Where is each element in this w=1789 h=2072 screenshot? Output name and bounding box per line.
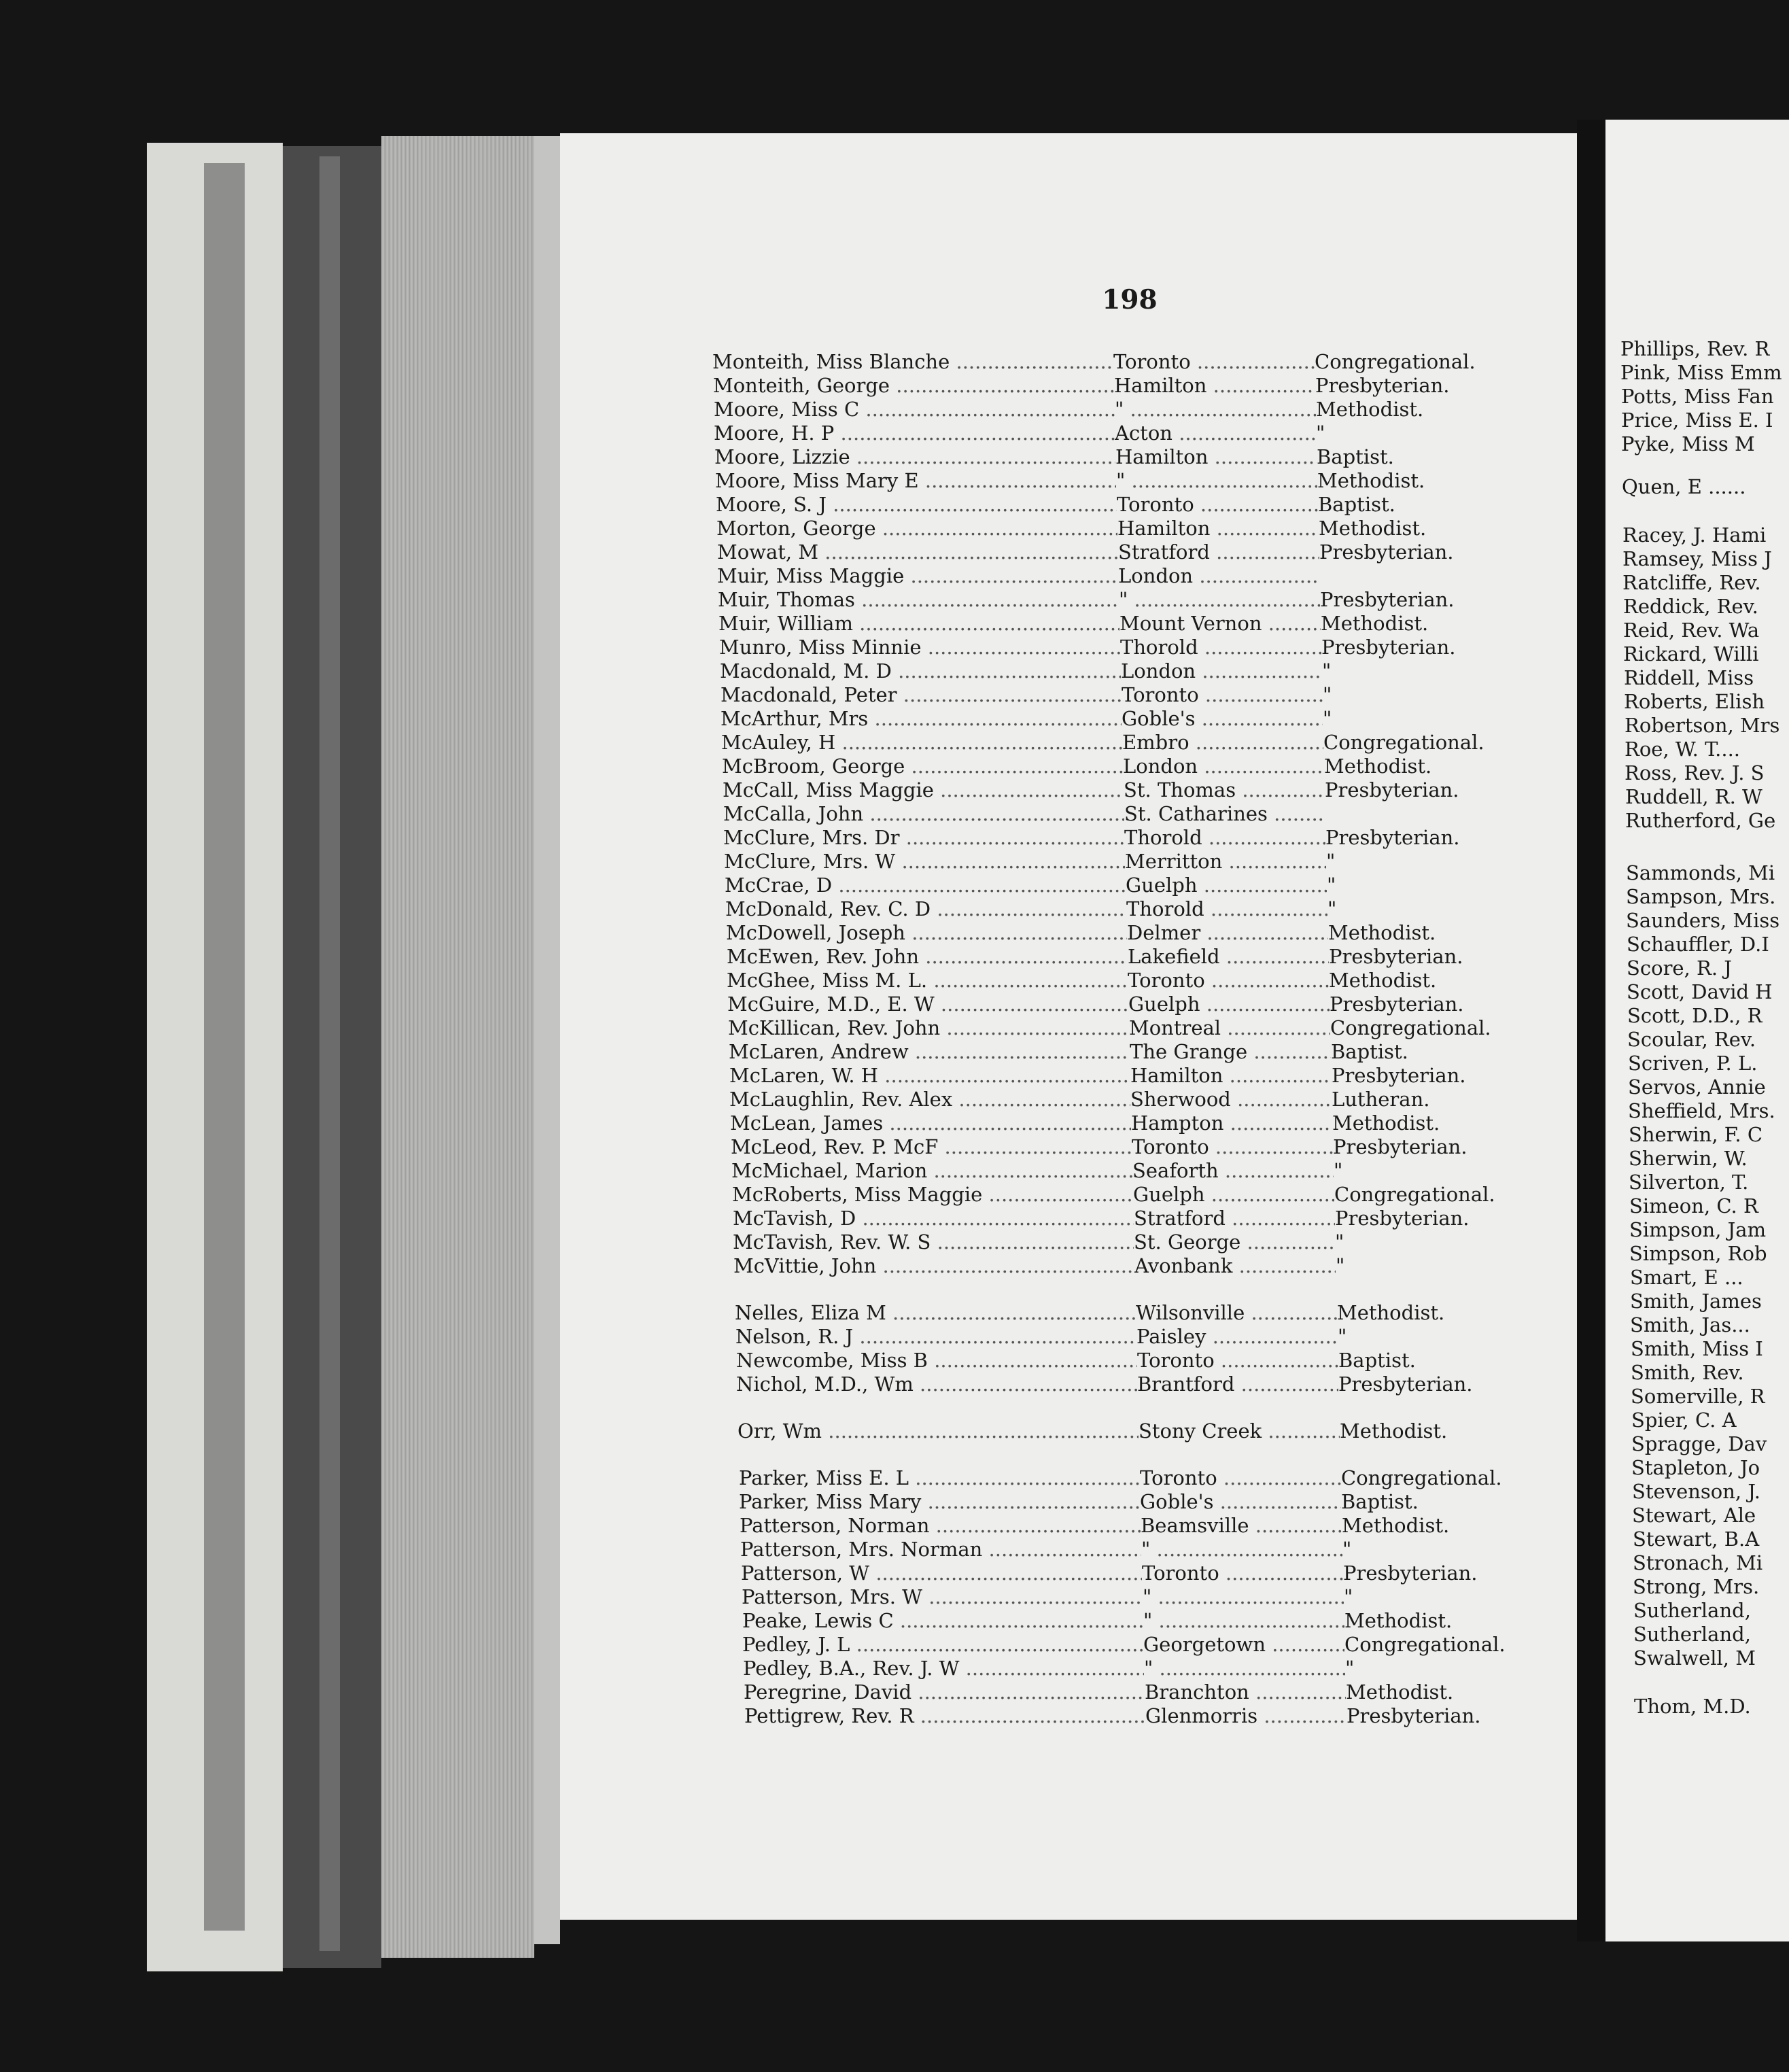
entry-name: Macdonald, Peter ..... bbox=[720, 683, 1122, 707]
entry-name: McLaughlin, Rev. Alex ..... bbox=[729, 1088, 1130, 1111]
next-page-entry: Ruddell, R. W bbox=[1625, 785, 1762, 808]
entry-name: McLeod, Rev. P. McF ..... bbox=[731, 1135, 1132, 1159]
next-page-entry: Stevenson, J. bbox=[1632, 1480, 1760, 1503]
entry-name: McKillican, Rev. John ..... bbox=[728, 1016, 1129, 1040]
entry-name: Moore, Miss C ..... bbox=[714, 398, 1115, 421]
entry-place: Embro ..... bbox=[1122, 731, 1323, 755]
entry-place: Hamilton ..... bbox=[1115, 445, 1317, 469]
entry-name: Peake, Lewis C ..... bbox=[742, 1609, 1143, 1633]
entry-denomination: " bbox=[1327, 897, 1337, 920]
entry-denomination: Methodist. bbox=[1337, 1301, 1445, 1324]
entry-name: Patterson, W ..... bbox=[741, 1561, 1142, 1585]
entry-denomination: Baptist. bbox=[1338, 1349, 1416, 1372]
next-page-entry: Swalwell, M bbox=[1633, 1646, 1756, 1670]
next-page-entry: Stewart, B.A bbox=[1633, 1527, 1760, 1551]
entry-name: Pettigrew, Rev. R ..... bbox=[744, 1704, 1145, 1728]
next-page-entry: Stronach, Mi bbox=[1633, 1551, 1763, 1574]
entry-place: Branchton ..... bbox=[1145, 1680, 1346, 1704]
entry-denomination: " bbox=[1336, 1254, 1345, 1277]
next-page-entry: Smith, James bbox=[1630, 1290, 1762, 1313]
entry-denomination: Presbyterian. bbox=[1319, 540, 1454, 564]
next-page-entry: Sheffield, Mrs. bbox=[1628, 1099, 1775, 1122]
entry-place: Avonbank ..... bbox=[1134, 1254, 1336, 1278]
entry-place: Wilsonville ..... bbox=[1136, 1301, 1337, 1325]
entry-name: Pedley, J. L ..... bbox=[742, 1633, 1143, 1657]
next-page-entry: Reddick, Rev. bbox=[1623, 595, 1758, 618]
entry-name: McCall, Miss Maggie ..... bbox=[723, 778, 1124, 802]
entry-place: Goble's ..... bbox=[1122, 707, 1323, 731]
entry-name: Parker, Miss Mary ..... bbox=[739, 1490, 1140, 1514]
entry-name: Nelles, Eliza M ..... bbox=[735, 1301, 1136, 1325]
entry-denomination: Methodist. bbox=[1340, 1419, 1448, 1443]
entry-denomination: Methodist. bbox=[1317, 469, 1425, 492]
entry-denomination: " bbox=[1323, 707, 1332, 730]
entry-name: Orr, Wm ..... bbox=[737, 1419, 1139, 1443]
next-page-entry: Smart, E ... bbox=[1630, 1266, 1743, 1289]
entry-denomination: " bbox=[1335, 1230, 1344, 1254]
entry-denomination: Congregational. bbox=[1344, 1633, 1506, 1656]
entry-name: McClure, Mrs. Dr ..... bbox=[723, 826, 1124, 850]
next-page-entry: Servos, Annie bbox=[1628, 1075, 1766, 1099]
entry-name: Mowat, M ..... bbox=[717, 540, 1118, 564]
entry-denomination: Presbyterian. bbox=[1333, 1135, 1467, 1158]
entry-name: Munro, Miss Minnie ..... bbox=[719, 636, 1120, 659]
next-page-entry: Reid, Rev. Wa bbox=[1623, 619, 1760, 642]
entry-denomination: Methodist. bbox=[1324, 755, 1432, 778]
entry-name: Patterson, Mrs. Norman ..... bbox=[740, 1538, 1141, 1561]
entry-name: Nichol, M.D., Wm ..... bbox=[736, 1372, 1137, 1396]
next-page-entry: Riddell, Miss bbox=[1624, 666, 1754, 689]
entry-place: Stratford ..... bbox=[1134, 1207, 1335, 1230]
entry-place: Toronto ..... bbox=[1137, 1349, 1338, 1372]
entry-place: Seaforth ..... bbox=[1132, 1159, 1334, 1183]
entry-name: McRoberts, Miss Maggie ..... bbox=[732, 1183, 1133, 1207]
entry-denomination: Presbyterian. bbox=[1343, 1561, 1478, 1585]
entry-place: Mount Vernon ..... bbox=[1119, 612, 1321, 636]
next-page-entry: Simpson, Jam bbox=[1629, 1218, 1767, 1241]
entry-name: McBroom, George ..... bbox=[722, 755, 1123, 778]
entry-name: Parker, Miss E. L ..... bbox=[739, 1466, 1140, 1490]
next-page-entry: Somerville, R bbox=[1631, 1385, 1765, 1408]
next-page-entry: Rickard, Willi bbox=[1623, 642, 1759, 666]
entry-place: Thorold ..... bbox=[1120, 636, 1321, 659]
entry-denomination: Presbyterian. bbox=[1325, 826, 1460, 849]
page-stack bbox=[381, 136, 534, 1958]
entry-name: Macdonald, M. D ..... bbox=[720, 659, 1121, 683]
next-page-entry: Scriven, P. L. bbox=[1628, 1052, 1758, 1075]
next-page-entry: Pyke, Miss M bbox=[1621, 432, 1755, 455]
entry-place: " ..... bbox=[1119, 588, 1320, 612]
entry-name: McTavish, D ..... bbox=[733, 1207, 1134, 1230]
next-page-cropped bbox=[1605, 120, 1789, 1941]
entry-name: Newcombe, Miss B ..... bbox=[736, 1349, 1137, 1372]
entry-name: McGhee, Miss M. L. ..... bbox=[727, 969, 1128, 992]
entry-denomination: " bbox=[1322, 659, 1332, 683]
next-page-entry: Ratcliffe, Rev. bbox=[1622, 571, 1761, 594]
entry-denomination: Baptist. bbox=[1317, 445, 1394, 468]
cover-strip bbox=[204, 163, 245, 1931]
entry-place: Thorold ..... bbox=[1124, 826, 1325, 850]
entry-name: Morton, George ..... bbox=[716, 517, 1117, 540]
entry-denomination: " bbox=[1327, 874, 1336, 897]
entry-place: Stratford ..... bbox=[1118, 540, 1319, 564]
entry-denomination: Baptist. bbox=[1318, 493, 1395, 516]
entry-denomination: Methodist. bbox=[1316, 398, 1424, 421]
entry-place: Stony Creek ..... bbox=[1139, 1419, 1340, 1443]
entry-place: Hamilton ..... bbox=[1117, 517, 1319, 540]
entry-denomination: " bbox=[1344, 1585, 1353, 1608]
entry-denomination: Lutheran. bbox=[1332, 1088, 1430, 1111]
next-page-entry: Spier, C. A bbox=[1631, 1409, 1737, 1432]
next-page-entry: Spragge, Dav bbox=[1631, 1432, 1767, 1455]
next-page-entry: Score, R. J bbox=[1627, 956, 1732, 980]
entry-name: Muir, Thomas ..... bbox=[718, 588, 1119, 612]
next-page-entry: Scoular, Rev. bbox=[1627, 1028, 1756, 1051]
entry-place: St. George ..... bbox=[1134, 1230, 1335, 1254]
entry-place: Glenmorris ..... bbox=[1145, 1704, 1347, 1728]
entry-place: Toronto ..... bbox=[1113, 350, 1315, 374]
entry-name: Pedley, B.A., Rev. J. W ..... bbox=[743, 1657, 1144, 1680]
entry-name: McLean, James ..... bbox=[730, 1111, 1131, 1135]
entry-place: " ..... bbox=[1141, 1538, 1342, 1561]
entry-name: McCrae, D ..... bbox=[725, 874, 1126, 897]
entry-place: Paisley ..... bbox=[1136, 1325, 1338, 1349]
entry-denomination: " bbox=[1345, 1657, 1355, 1680]
entry-name: Monteith, Miss Blanche ..... bbox=[712, 350, 1113, 374]
next-page-entry: Scott, D.D., R bbox=[1627, 1004, 1762, 1027]
next-page-entry: Sutherland, bbox=[1633, 1599, 1751, 1622]
entry-name: Peregrine, David ..... bbox=[744, 1680, 1145, 1704]
next-page-entry: Roe, W. T.... bbox=[1625, 738, 1741, 761]
next-page-entry: Simeon, C. R bbox=[1629, 1194, 1758, 1218]
entry-denomination: Methodist. bbox=[1329, 969, 1437, 992]
entry-place: Toronto ..... bbox=[1132, 1135, 1333, 1159]
entry-place: Toronto ..... bbox=[1140, 1466, 1341, 1490]
next-page-entry: Sutherland, bbox=[1633, 1623, 1751, 1646]
entry-place: St. Catharines ..... bbox=[1124, 802, 1325, 826]
entry-denomination: Presbyterian. bbox=[1335, 1207, 1470, 1230]
entry-denomination: Congregational. bbox=[1323, 731, 1484, 754]
entry-place: " ..... bbox=[1143, 1609, 1344, 1633]
entry-place: Hamilton ..... bbox=[1114, 374, 1315, 398]
entry-name: Nelson, R. J ..... bbox=[735, 1325, 1136, 1349]
entry-place: London ..... bbox=[1118, 564, 1319, 588]
entry-name: Patterson, Norman ..... bbox=[740, 1514, 1141, 1538]
entry-denomination: Presbyterian. bbox=[1332, 1064, 1466, 1087]
entry-denomination: Methodist. bbox=[1344, 1609, 1453, 1632]
entry-denomination: " bbox=[1334, 1159, 1343, 1182]
entry-place: Thorold ..... bbox=[1126, 897, 1327, 921]
entry-place: London ..... bbox=[1123, 755, 1324, 778]
entry-denomination: Baptist. bbox=[1341, 1490, 1419, 1513]
entry-place: Toronto ..... bbox=[1128, 969, 1329, 992]
entry-place: " ..... bbox=[1143, 1585, 1344, 1609]
entry-place: " ..... bbox=[1144, 1657, 1345, 1680]
entry-name: McAuley, H ..... bbox=[721, 731, 1122, 755]
next-page-entry: Thom, M.D. bbox=[1634, 1695, 1751, 1718]
next-page-entry: Ramsey, Miss J bbox=[1622, 547, 1772, 570]
entry-name: McTavish, Rev. W. S ..... bbox=[733, 1230, 1134, 1254]
entry-denomination: Presbyterian. bbox=[1320, 588, 1455, 611]
entry-place: Guelph ..... bbox=[1128, 992, 1330, 1016]
entry-denomination: " bbox=[1338, 1325, 1347, 1348]
next-page-entry: Racey, J. Hami bbox=[1622, 523, 1767, 547]
entry-denomination: Methodist. bbox=[1328, 921, 1436, 944]
entry-name: McLaren, Andrew ..... bbox=[729, 1040, 1130, 1064]
gutter-shadow bbox=[1577, 120, 1605, 1941]
entry-denomination: Presbyterian. bbox=[1321, 636, 1456, 659]
page-number: 198 bbox=[1102, 284, 1158, 315]
entry-name: McVittie, John ..... bbox=[733, 1254, 1134, 1278]
entry-denomination: " bbox=[1326, 850, 1336, 873]
entry-place: Toronto ..... bbox=[1122, 683, 1323, 707]
entry-name: McGuire, M.D., E. W ..... bbox=[727, 992, 1128, 1016]
next-page-entry: Robertson, Mrs bbox=[1625, 714, 1780, 737]
next-page-entry: Simpson, Rob bbox=[1629, 1242, 1767, 1265]
entry-denomination: Methodist. bbox=[1342, 1514, 1450, 1537]
entry-denomination: Baptist. bbox=[1331, 1040, 1408, 1063]
entry-name: McDonald, Rev. C. D ..... bbox=[725, 897, 1126, 921]
entry-place: Toronto ..... bbox=[1142, 1561, 1343, 1585]
entry-name: McLaren, W. H ..... bbox=[729, 1064, 1130, 1088]
next-page-entry: Sherwin, W. bbox=[1629, 1147, 1748, 1170]
entry-place: Toronto ..... bbox=[1117, 493, 1318, 517]
entry-place: Hamilton ..... bbox=[1130, 1064, 1332, 1088]
entry-denomination: Presbyterian. bbox=[1315, 374, 1450, 397]
next-page-entry: Quen, E ...... bbox=[1622, 475, 1746, 498]
entry-denomination: Congregational. bbox=[1341, 1466, 1502, 1489]
entry-place: Beamsville ..... bbox=[1141, 1514, 1342, 1538]
entry-place: St. Thomas ..... bbox=[1124, 778, 1325, 802]
entry-denomination: Congregational. bbox=[1330, 1016, 1491, 1039]
next-page-entry: Sampson, Mrs. bbox=[1626, 885, 1776, 908]
next-page-entry: Smith, Rev. bbox=[1631, 1361, 1744, 1384]
entry-place: " ..... bbox=[1116, 469, 1317, 493]
next-page-entry: Ross, Rev. J. S bbox=[1625, 761, 1765, 784]
next-page-entry: Sherwin, F. C bbox=[1629, 1123, 1763, 1146]
next-page-entry: Phillips, Rev. R bbox=[1620, 337, 1770, 360]
next-page-entry: Roberts, Elish bbox=[1624, 690, 1765, 713]
entry-name: Moore, Lizzie ..... bbox=[714, 445, 1115, 469]
entry-denomination: Presbyterian. bbox=[1330, 992, 1464, 1016]
entry-place: Hampton ..... bbox=[1131, 1111, 1332, 1135]
entry-denomination: Congregational. bbox=[1315, 350, 1476, 373]
entry-denomination: " bbox=[1316, 421, 1325, 445]
next-page-entry: Stapleton, Jo bbox=[1631, 1456, 1760, 1479]
entry-place: Guelph ..... bbox=[1126, 874, 1327, 897]
entry-name: McArthur, Mrs ..... bbox=[720, 707, 1122, 731]
entry-denomination: Congregational. bbox=[1334, 1183, 1495, 1206]
entry-denomination: Methodist. bbox=[1321, 612, 1429, 635]
entry-denomination: " bbox=[1342, 1538, 1352, 1561]
next-page-entry: Strong, Mrs. bbox=[1633, 1575, 1760, 1598]
next-page-entry: Silverton, T. bbox=[1629, 1171, 1749, 1194]
entry-place: Lakefield ..... bbox=[1128, 945, 1329, 969]
entry-denomination: " bbox=[1323, 683, 1332, 706]
entry-place: Sherwood ..... bbox=[1130, 1088, 1332, 1111]
next-page-entry: Rutherford, Ge bbox=[1625, 809, 1776, 832]
entry-denomination: Presbyterian. bbox=[1338, 1372, 1473, 1396]
entry-name: McEwen, Rev. John ..... bbox=[727, 945, 1128, 969]
next-page-entry: Smith, Jas... bbox=[1630, 1313, 1750, 1336]
entry-name: Moore, Miss Mary E ..... bbox=[715, 469, 1116, 493]
entry-denomination: Presbyterian. bbox=[1347, 1704, 1481, 1727]
next-page-entry: Potts, Miss Fan bbox=[1621, 385, 1774, 408]
entry-place: Guelph ..... bbox=[1133, 1183, 1334, 1207]
entry-place: Goble's ..... bbox=[1140, 1490, 1341, 1514]
entry-name: McClure, Mrs. W ..... bbox=[724, 850, 1125, 874]
next-page-entry: Schauffler, D.I bbox=[1627, 933, 1769, 956]
entry-denomination: Methodist. bbox=[1319, 517, 1427, 540]
entry-place: Merritton ..... bbox=[1125, 850, 1326, 874]
entry-name: McDowell, Joseph ..... bbox=[726, 921, 1127, 945]
entry-name: McMichael, Marion ..... bbox=[731, 1159, 1132, 1183]
entry-place: Delmer ..... bbox=[1127, 921, 1328, 945]
entry-place: Brantford ..... bbox=[1137, 1372, 1338, 1396]
entry-name: Monteith, George ..... bbox=[713, 374, 1114, 398]
entry-name: Muir, William ..... bbox=[718, 612, 1119, 636]
entry-denomination: Presbyterian. bbox=[1325, 778, 1459, 801]
entry-name: Moore, H. P ..... bbox=[714, 421, 1115, 445]
next-page-entry: Sammonds, Mi bbox=[1626, 861, 1775, 884]
spine-highlight bbox=[319, 156, 340, 1951]
next-page-entry: Price, Miss E. I bbox=[1621, 409, 1773, 432]
entry-place: Georgetown ..... bbox=[1143, 1633, 1344, 1657]
entry-name: Moore, S. J ..... bbox=[716, 493, 1117, 517]
next-page-entry: Stewart, Ale bbox=[1632, 1504, 1756, 1527]
next-page-entry: Scott, David H bbox=[1627, 980, 1773, 1003]
next-page-entry: Pink, Miss Emm bbox=[1620, 361, 1782, 384]
entry-name: Patterson, Mrs. W ..... bbox=[742, 1585, 1143, 1609]
entry-name: Muir, Miss Maggie ..... bbox=[717, 564, 1118, 588]
entry-place: " ..... bbox=[1115, 398, 1316, 421]
entry-name: McCalla, John ..... bbox=[723, 802, 1124, 826]
entry-denomination: Presbyterian. bbox=[1329, 945, 1463, 968]
next-page-entry: Saunders, Miss bbox=[1626, 909, 1780, 932]
entry-place: The Grange ..... bbox=[1130, 1040, 1331, 1064]
next-page-entry: Smith, Miss I bbox=[1631, 1337, 1763, 1360]
entry-place: Montreal ..... bbox=[1129, 1016, 1330, 1040]
entry-denomination: Methodist. bbox=[1332, 1111, 1440, 1135]
entry-place: London ..... bbox=[1121, 659, 1322, 683]
entry-place: Acton ..... bbox=[1115, 421, 1316, 445]
entry-denomination: Methodist. bbox=[1346, 1680, 1454, 1704]
page-stack-edge bbox=[534, 136, 560, 1944]
